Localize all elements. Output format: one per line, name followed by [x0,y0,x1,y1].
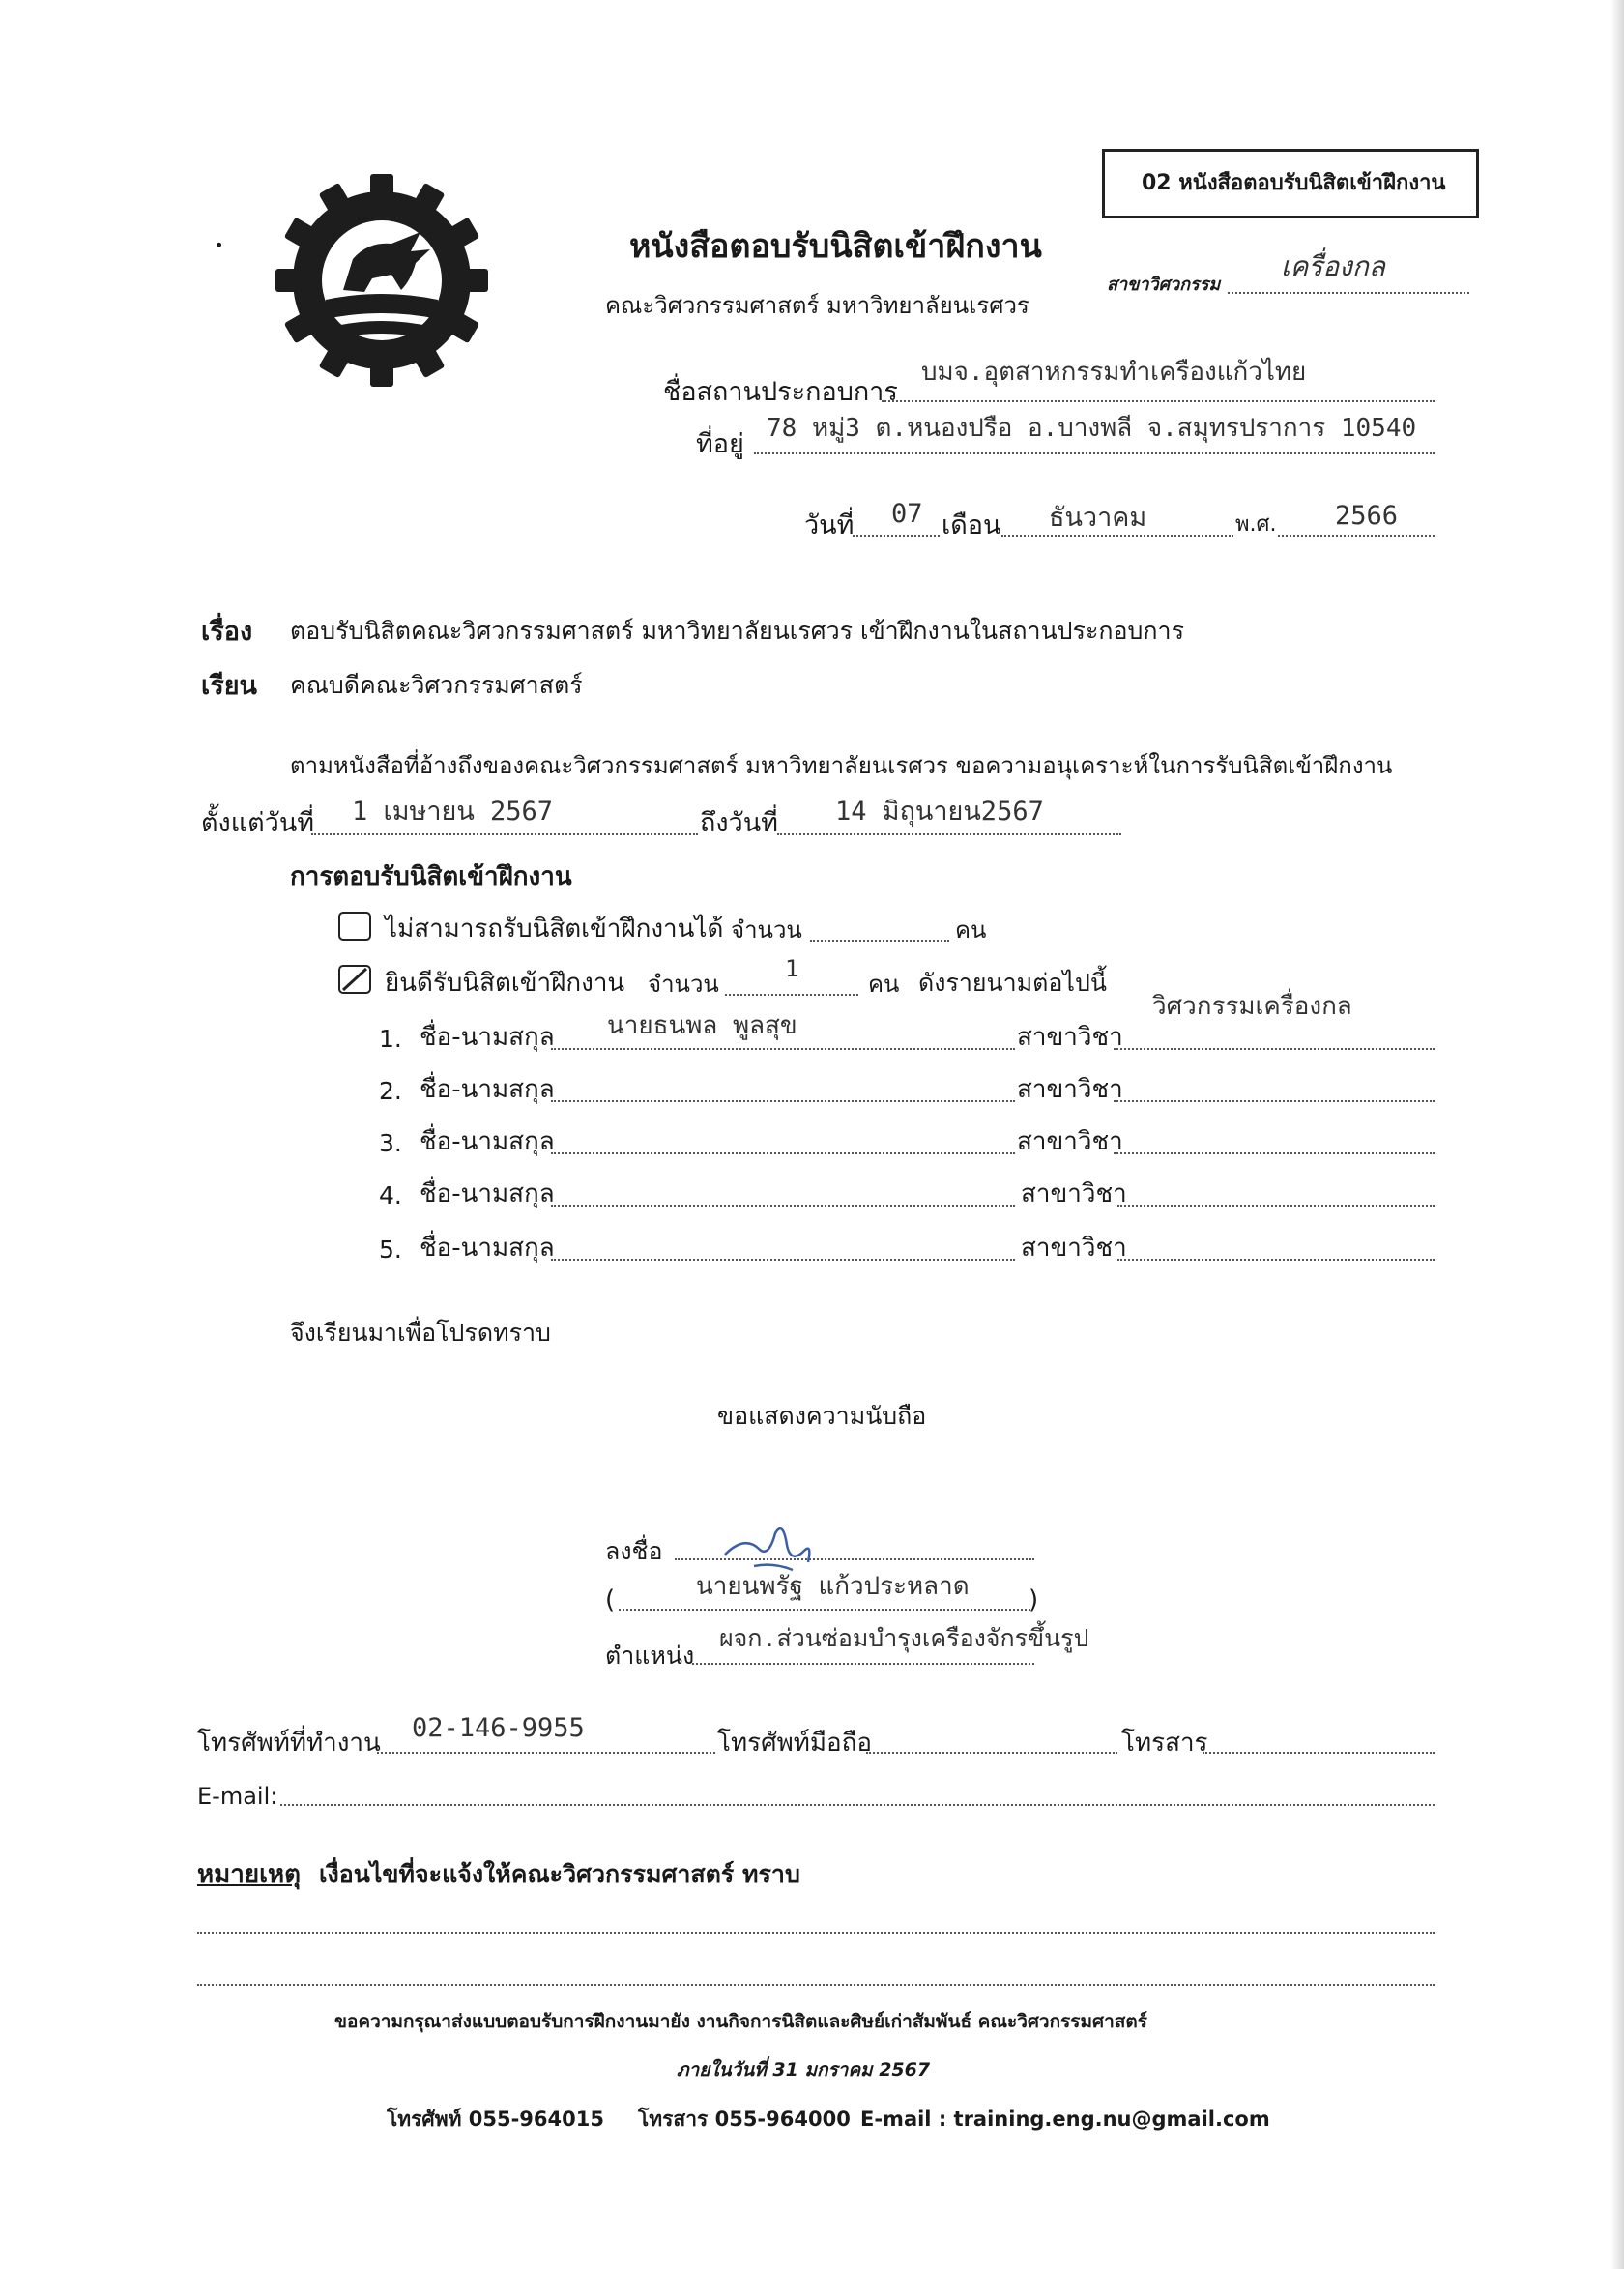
gear-emblem-icon [276,174,488,387]
date-year-label: พ.ศ. [1235,512,1277,537]
reject-unit: คน [955,916,987,944]
signature-open-paren: ( [605,1585,616,1614]
company-line [882,400,1435,402]
form-code-box [1102,149,1479,218]
student-name-label: ชื่อ-นามสกุล [420,1023,555,1052]
company-value: บมจ.อุตสาหกรรมทำเครืองแก้วไทย [921,358,1307,387]
student-major-line [1114,1100,1435,1102]
student-no: 1. [379,1025,402,1053]
date-month: ธันวาคม [1049,503,1147,533]
student-name-label: ชื่อ-นามสกุล [420,1127,555,1156]
student-major-line [1114,1048,1435,1050]
signature-name: นายนพรัฐ แก้วประหลาด [696,1572,970,1601]
student-name-label: ชื่อ-นามสกุล [420,1179,555,1208]
student-name-line [551,1100,1015,1102]
office-phone-label: โทรศัพท์ที่ทำงาน [197,1729,381,1758]
email-line [280,1804,1435,1806]
student-name: นายธนพล พูลสุข [607,1011,798,1040]
period-from: 1 เมษายน 2567 [352,797,554,827]
branch-line [1228,292,1469,294]
subject-text: ตอบรับนิสิตคณะวิศวกรรมศาสตร์ มหาวิทยาลัยนเรศวร เข้าฝึกงานในสถานประกอบการ [290,617,1185,645]
date-year-line [1278,535,1435,537]
form-code: 02 หนังสือตอบรับนิสิตเข้าฝึกงาน [1142,171,1446,195]
footer-email: E-mail : training.eng.nu@gmail.com [860,2108,1270,2131]
reject-label: ไม่สามารถรับนิสิตเข้าฝึกงานได้ [385,915,724,944]
student-no: 4. [379,1181,402,1209]
branch-label: สาขาวิศวกรรม [1107,275,1221,295]
recipient-text: คณบดีคณะวิศวกรรมศาสตร์ [290,671,583,699]
scan-speck: • [215,236,224,254]
accept-suffix: ดังรายนามต่อไปนี้ [918,969,1107,997]
footer-phone: โทรศัพท์ 055-964015 [387,2108,604,2131]
student-no: 2. [379,1077,402,1105]
student-name-line [551,1152,1015,1154]
address-line [754,452,1435,454]
period-to-label: ถึงวันที่ [700,808,778,838]
response-heading: การตอบรับนิสิตเข้าฝึกงาน [290,862,572,891]
student-name-line [551,1259,1015,1261]
student-major-label: สาขาวิชา [1017,1075,1123,1104]
reject-count-line [810,940,949,942]
fax-line [1203,1752,1435,1754]
period-to: 14 มิถุนายน2567 [835,797,1044,827]
position-label: ตำแหน่ง [605,1642,695,1670]
position-value: ผจก.ส่วนซ่อมบำรุงเครืองจักรขึ้นรูป [719,1624,1089,1652]
date-month-line [1001,535,1233,537]
page-title: หนังสือตอบรับนิสิตเข้าฝึกงาน [629,227,1042,266]
date-day-label: วันที่ [804,510,855,540]
student-major-line [1114,1152,1435,1154]
reject-count-label: จำนวน [731,916,802,944]
closing-text: จึงเรียนมาเพื่อโปรดทราบ [290,1319,551,1347]
accept-checkbox[interactable] [338,965,371,994]
student-major: วิศวกรรมเครื่องกล [1152,992,1352,1021]
student-name-label: ชื่อ-นามสกุล [420,1075,555,1104]
body-text: ตามหนังสือที่อ้างถึงของคณะวิศวกรรมศาสตร์ มหาวิทยาลัยนเรศวร ขอความอนุเคราะห์ในการรับนิสิตเข้าฝึกงาน [290,752,1393,779]
note-label: หมายเหตุ [197,1860,302,1889]
student-major-label: สาขาวิชา [1017,1127,1123,1156]
position-line [692,1663,1034,1665]
mobile-label: โทรศัพท์มือถือ [717,1729,872,1758]
student-major-line [1117,1259,1435,1261]
accept-unit: คน [868,971,900,998]
student-major-line [1117,1205,1435,1207]
period-to-line [777,833,1121,835]
signature-name-line [619,1609,1030,1611]
regards-text: ขอแสดงความนับถือ [717,1402,927,1430]
sign-label: ลงชื่อ [605,1537,663,1565]
faculty-logo [276,174,488,387]
student-major-label: สาขาวิชา [1021,1179,1127,1208]
date-year: 2566 [1335,501,1399,531]
note-line-1 [197,1932,1435,1934]
address-value: 78 หมู่3 ต.หนองปรือ อ.บางพลี จ.สมุทรปราการ 10540 [767,414,1417,443]
student-no: 5. [379,1236,402,1264]
email-label: E-mail: [197,1783,278,1810]
student-name-label: ชื่อ-นามสกุล [420,1234,555,1263]
office-phone: 02-146-9955 [412,1713,585,1743]
scan-edge [1610,0,1624,2269]
address-label: ที่อยู่ [696,429,744,459]
student-name-line [551,1205,1015,1207]
student-major-label: สาขาวิชา [1021,1234,1127,1263]
mobile-line [866,1752,1117,1754]
signature-close-paren: ) [1029,1585,1039,1614]
branch-value: เครื่องกล [1281,250,1385,282]
accept-label: ยินดีรับนิสิตเข้าฝึกงาน [385,969,625,998]
check-slash-icon [340,967,369,992]
student-no: 3. [379,1129,402,1157]
footer-fax: โทรสาร 055-964000 [638,2108,851,2131]
date-month-label: เดือน [942,510,1001,540]
accept-count-line [725,994,858,996]
company-label: ชื่อสถานประกอบการ [663,377,898,407]
office-phone-line [377,1752,715,1754]
date-day: 07 [891,499,923,529]
footer-line-1: ขอความกรุณาส่งแบบตอบรับการฝึกงานมายัง งานกิจการนิสิตและศิษย์เก่าสัมพันธ์ คณะวิศวกรรมศาสตร์ [334,2011,1147,2032]
fax-label: โทรสาร [1121,1729,1208,1758]
note-text: เงื่อนไขที่จะแจ้งให้คณะวิศวกรรมศาสตร์ ทราบ [319,1860,800,1888]
footer-line-2: ภายในวันที่ 31 มกราคม 2567 [677,2059,931,2080]
recipient-label: เรียน [201,671,258,701]
student-name-line [551,1048,1015,1050]
period-from-line [311,833,698,835]
reject-checkbox[interactable] [338,912,371,941]
student-major-label: สาขาวิชา [1017,1023,1123,1052]
date-day-line [853,535,940,537]
subject-label: เรื่อง [201,617,253,647]
page-subtitle: คณะวิศวกรรมศาสตร์ มหาวิทยาลัยนเรศวร [605,292,1030,319]
note-line-2 [197,1984,1435,1986]
period-from-label: ตั้งแต่วันที่ [201,808,315,838]
accept-count-label: จำนวน [648,971,719,998]
accept-count: 1 [785,955,799,982]
